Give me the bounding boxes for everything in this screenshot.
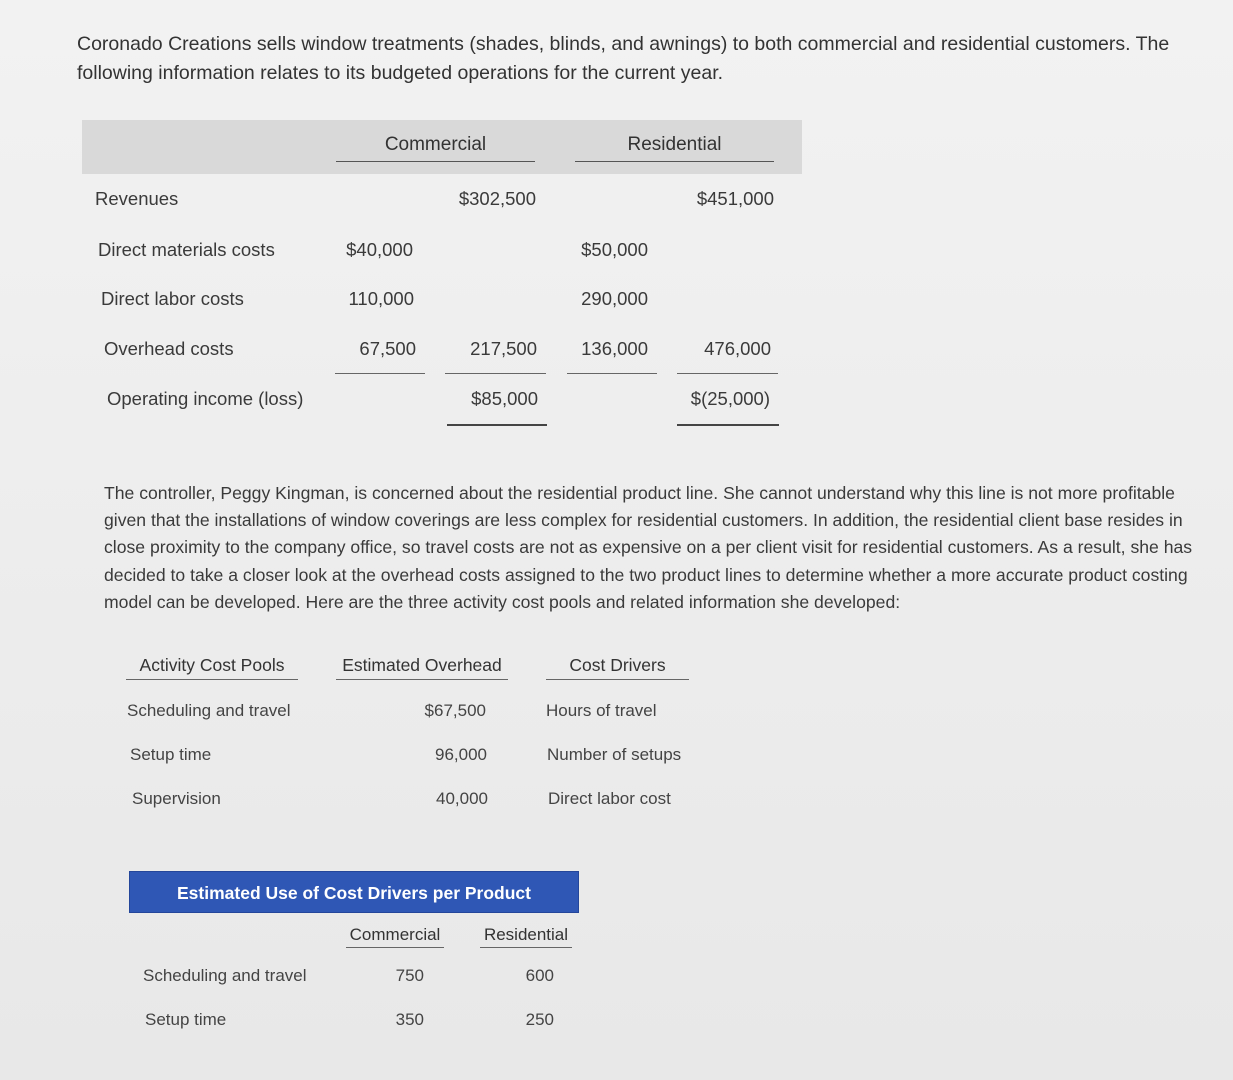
column-header-commercial: Commercial: [384, 134, 487, 155]
commercial-revenues: $302,500: [458, 188, 536, 209]
usage-commercial-scheduling-travel: 750: [395, 966, 424, 985]
column-rule-commercial: [336, 161, 535, 162]
sum-rule-residential-total: [677, 373, 778, 374]
pool-setup-time: Setup time: [130, 745, 212, 764]
sum-rule-commercial-total: [445, 373, 546, 374]
header-cost-drivers: Cost Drivers: [546, 655, 689, 680]
row-label-revenues: Revenues: [95, 188, 179, 209]
overhead-setup-time: 96,000: [435, 745, 487, 764]
commercial-operating-income: $85,000: [471, 388, 538, 409]
commercial-overhead: 67,500: [359, 338, 416, 359]
commercial-total-costs: 217,500: [470, 338, 537, 359]
residential-direct-materials: $50,000: [581, 239, 648, 260]
sum-rule-residential-items: [567, 373, 657, 374]
header-estimated-overhead: Estimated Overhead: [336, 655, 508, 680]
pool-supervision: Supervision: [132, 789, 221, 808]
total-rule-residential: [677, 424, 779, 426]
controller-paragraph: The controller, Peggy Kingman, is concerned about the residential product line. She cannot understand why this line is not more profitable given that the installations of window coverings are less complex for residential customers. In addition, the residential client base resides in close proximity to the company office, so travel costs are not as expensive on a per client visit for residential customers. As a result, she has decided to take a closer look at the overhead costs assigned to the two product lines to determine whether a more accurate product costing model can be developed. Here are the three activity cost pools and related information she developed:: [104, 483, 1193, 612]
overhead-scheduling-travel: $67,500: [424, 701, 486, 720]
commercial-direct-materials: $40,000: [346, 239, 413, 260]
usage-residential-setup-time: 250: [525, 1010, 554, 1029]
driver-supervision: Direct labor cost: [548, 789, 671, 808]
driver-scheduling-travel: Hours of travel: [546, 701, 657, 720]
row-label-operating-income: Operating income (loss): [107, 388, 304, 409]
row-label-direct-labor: Direct labor costs: [101, 288, 244, 309]
usage-row-setup-time: Setup time: [145, 1010, 227, 1029]
total-rule-commercial: [447, 424, 547, 426]
residential-total-costs: 476,000: [704, 338, 771, 359]
intro-paragraph: Coronado Creations sells window treatments (shades, blinds, and awnings) to both commercial and residential customers. The following information relates to its budgeted operations for the current year.: [77, 33, 1170, 84]
residential-revenues: $451,000: [696, 188, 774, 209]
pool-scheduling-travel: Scheduling and travel: [127, 701, 291, 720]
residential-overhead: 136,000: [581, 338, 648, 359]
usage-commercial-setup-time: 350: [395, 1010, 424, 1029]
row-label-direct-materials: Direct materials costs: [98, 239, 275, 260]
usage-residential-scheduling-travel: 600: [525, 966, 554, 985]
sum-rule-commercial-items: [335, 373, 425, 374]
residential-direct-labor: 290,000: [581, 288, 648, 309]
usage-row-scheduling-travel: Scheduling and travel: [143, 966, 307, 985]
usage-header-residential: Residential: [480, 925, 572, 948]
header-activity-cost-pools: Activity Cost Pools: [126, 655, 298, 680]
estimated-use-title: Estimated Use of Cost Drivers per Product: [129, 871, 579, 913]
row-label-overhead: Overhead costs: [104, 338, 234, 359]
column-header-residential: Residential: [627, 134, 722, 155]
column-rule-residential: [575, 161, 774, 162]
commercial-direct-labor: 110,000: [348, 288, 414, 309]
overhead-supervision: 40,000: [436, 789, 488, 808]
usage-header-commercial: Commercial: [346, 925, 444, 948]
driver-setup-time: Number of setups: [547, 745, 682, 764]
residential-operating-income: $(25,000): [690, 388, 770, 409]
